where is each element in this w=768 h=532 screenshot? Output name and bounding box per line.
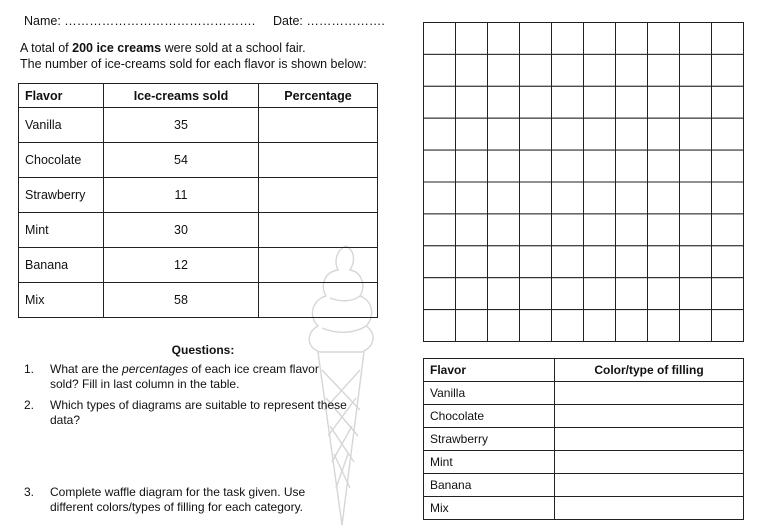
waffle-cell[interactable] — [712, 23, 744, 55]
percentage-cell[interactable] — [259, 248, 378, 283]
flavor-cell: Banana — [19, 248, 104, 283]
question-2-text: Which types of diagrams are suitable to represent these data? — [50, 398, 347, 427]
question-1 — [18, 362, 348, 392]
waffle-cell[interactable] — [520, 118, 552, 150]
question-1-text — [50, 362, 348, 392]
waffle-cell[interactable] — [584, 214, 616, 246]
waffle-cell[interactable] — [488, 310, 520, 342]
waffle-cell[interactable] — [552, 118, 584, 150]
waffle-cell[interactable] — [712, 310, 744, 342]
waffle-cell[interactable] — [648, 310, 680, 342]
waffle-cell[interactable] — [712, 182, 744, 214]
legend-flavor-cell: Chocolate — [424, 405, 555, 428]
sold-cell: 30 — [104, 213, 259, 248]
waffle-cell[interactable] — [648, 150, 680, 182]
legend-fill-cell[interactable] — [555, 451, 744, 474]
flavor-cell: Strawberry — [19, 178, 104, 213]
waffle-cell[interactable] — [648, 214, 680, 246]
waffle-cell[interactable] — [584, 246, 616, 278]
question-3 — [18, 485, 348, 521]
legend-fill-cell[interactable] — [555, 405, 744, 428]
question-2 — [18, 398, 348, 428]
intro-line-1-start: A total of — [20, 41, 73, 55]
waffle-cell[interactable] — [648, 182, 680, 214]
waffle-cell[interactable] — [552, 150, 584, 182]
waffle-cell[interactable] — [456, 118, 488, 150]
waffle-cell[interactable] — [488, 23, 520, 55]
question-1-end: of each ice cream flavor sold? Fill in last column in the table. — [50, 362, 319, 391]
table-row — [424, 474, 744, 497]
waffle-cell[interactable] — [616, 150, 648, 182]
waffle-cell[interactable] — [584, 278, 616, 310]
waffle-cell[interactable] — [616, 23, 648, 55]
question-3-text: Complete waffle diagram for the task given. Use different colors/types of filling for each category. — [50, 485, 306, 514]
flavor-cell: Vanilla — [19, 108, 104, 143]
waffle-cell[interactable] — [616, 86, 648, 118]
col-header-flavor: Flavor — [19, 84, 104, 108]
question-3-row — [18, 485, 348, 515]
table-row — [19, 213, 378, 248]
table-row — [19, 108, 378, 143]
waffle-cell[interactable] — [424, 54, 456, 86]
waffle-cell[interactable] — [616, 278, 648, 310]
question-1-start: What are the — [50, 362, 123, 376]
waffle-cell[interactable] — [680, 23, 712, 55]
table-row — [19, 283, 378, 318]
waffle-cell[interactable] — [680, 150, 712, 182]
sold-cell: 54 — [104, 143, 259, 178]
waffle-cell[interactable] — [456, 23, 488, 55]
date-field-label: Date: ………………. — [273, 14, 385, 28]
flavor-cell: Mint — [19, 213, 104, 248]
question-3-number: 3. — [24, 485, 35, 499]
waffle-cell[interactable] — [584, 86, 616, 118]
waffle-cell[interactable] — [680, 86, 712, 118]
waffle-cell[interactable] — [456, 246, 488, 278]
waffle-cell[interactable] — [424, 150, 456, 182]
percentage-cell[interactable] — [259, 143, 378, 178]
waffle-cell[interactable] — [552, 23, 584, 55]
waffle-cell[interactable] — [616, 118, 648, 150]
waffle-cell[interactable] — [456, 278, 488, 310]
legend-fill-cell[interactable] — [555, 382, 744, 405]
legend-flavor-cell: Banana — [424, 474, 555, 497]
legend-flavor-cell: Vanilla — [424, 382, 555, 405]
waffle-cell[interactable] — [520, 310, 552, 342]
legend-col-header-flavor: Flavor — [424, 359, 555, 382]
waffle-cell[interactable] — [680, 246, 712, 278]
waffle-cell[interactable] — [456, 54, 488, 86]
waffle-cell[interactable] — [648, 278, 680, 310]
waffle-cell[interactable] — [424, 214, 456, 246]
waffle-cell[interactable] — [456, 310, 488, 342]
legend-flavor-cell: Mint — [424, 451, 555, 474]
waffle-cell[interactable] — [488, 150, 520, 182]
legend-table — [423, 358, 744, 520]
waffle-cell[interactable] — [584, 54, 616, 86]
waffle-cell[interactable] — [712, 54, 744, 86]
waffle-cell[interactable] — [712, 86, 744, 118]
percentage-cell[interactable] — [259, 108, 378, 143]
waffle-cell[interactable] — [488, 214, 520, 246]
table-row — [424, 497, 744, 520]
waffle-cell[interactable] — [488, 182, 520, 214]
waffle-cell[interactable] — [680, 54, 712, 86]
waffle-cell[interactable] — [552, 278, 584, 310]
waffle-cell[interactable] — [488, 246, 520, 278]
waffle-cell[interactable] — [520, 150, 552, 182]
waffle-cell[interactable] — [712, 118, 744, 150]
waffle-cell[interactable] — [424, 23, 456, 55]
waffle-cell[interactable] — [616, 182, 648, 214]
waffle-cell[interactable] — [424, 278, 456, 310]
waffle-cell[interactable] — [616, 54, 648, 86]
waffle-cell[interactable] — [552, 214, 584, 246]
waffle-cell[interactable] — [424, 86, 456, 118]
waffle-cell[interactable] — [488, 118, 520, 150]
waffle-cell[interactable] — [584, 23, 616, 55]
waffle-cell[interactable] — [488, 86, 520, 118]
question-1-italic: percentages — [122, 362, 189, 376]
waffle-cell[interactable] — [680, 310, 712, 342]
waffle-cell[interactable] — [520, 23, 552, 55]
table-row — [424, 382, 744, 405]
waffle-grid[interactable] — [423, 22, 744, 342]
waffle-cell[interactable] — [520, 54, 552, 86]
questions-title: Questions: — [171, 343, 235, 357]
legend-fill-cell[interactable] — [555, 428, 744, 451]
legend-flavor-cell: Strawberry — [424, 428, 555, 451]
waffle-cell[interactable] — [648, 86, 680, 118]
sold-cell: 35 — [104, 108, 259, 143]
waffle-cell[interactable] — [712, 278, 744, 310]
waffle-cell[interactable] — [680, 182, 712, 214]
percentage-cell[interactable] — [259, 283, 378, 318]
waffle-cell[interactable] — [520, 278, 552, 310]
name-field-label: Name: ………………………………………. — [24, 14, 256, 28]
intro-text — [20, 40, 367, 72]
waffle-cell[interactable] — [456, 214, 488, 246]
waffle-cell[interactable] — [584, 118, 616, 150]
percentage-cell[interactable] — [259, 178, 378, 213]
legend-table-header-row — [424, 359, 744, 382]
sales-table — [18, 83, 378, 318]
waffle-cell[interactable] — [552, 246, 584, 278]
legend-fill-cell[interactable] — [555, 497, 744, 520]
waffle-cell[interactable] — [488, 278, 520, 310]
waffle-cell[interactable] — [488, 54, 520, 86]
waffle-cell[interactable] — [424, 246, 456, 278]
table-row — [19, 178, 378, 213]
table-row — [424, 428, 744, 451]
legend-flavor-cell: Mix — [424, 497, 555, 520]
waffle-cell[interactable] — [616, 214, 648, 246]
waffle-cell[interactable] — [424, 182, 456, 214]
waffle-cell[interactable] — [680, 214, 712, 246]
waffle-cell[interactable] — [552, 182, 584, 214]
waffle-cell[interactable] — [648, 118, 680, 150]
waffle-cell[interactable] — [520, 214, 552, 246]
waffle-cell[interactable] — [680, 278, 712, 310]
legend-col-header-fill: Color/type of filling — [555, 359, 744, 382]
waffle-cell[interactable] — [616, 246, 648, 278]
waffle-cell[interactable] — [520, 246, 552, 278]
waffle-cell[interactable] — [712, 246, 744, 278]
waffle-cell[interactable] — [552, 310, 584, 342]
sold-cell: 12 — [104, 248, 259, 283]
col-header-percentage: Percentage — [259, 84, 378, 108]
waffle-cell[interactable] — [648, 23, 680, 55]
intro-line-1 — [20, 40, 367, 56]
legend-fill-cell[interactable] — [555, 474, 744, 497]
percentage-cell[interactable] — [259, 213, 378, 248]
intro-total-bold: 200 ice creams — [72, 41, 162, 55]
waffle-cell[interactable] — [456, 182, 488, 214]
question-1-number: 1. — [24, 362, 35, 376]
waffle-cell[interactable] — [648, 246, 680, 278]
flavor-cell: Chocolate — [19, 143, 104, 178]
waffle-cell[interactable] — [520, 86, 552, 118]
table-row — [19, 248, 378, 283]
waffle-cell[interactable] — [424, 118, 456, 150]
col-header-sold: Ice-creams sold — [104, 84, 259, 108]
waffle-cell[interactable] — [456, 86, 488, 118]
table-row — [424, 451, 744, 474]
sold-cell: 58 — [104, 283, 259, 318]
waffle-cell[interactable] — [520, 182, 552, 214]
table-row — [424, 405, 744, 428]
sales-table-header-row — [19, 84, 378, 108]
waffle-cell[interactable] — [424, 310, 456, 342]
questions-section — [18, 343, 348, 434]
waffle-cell[interactable] — [712, 214, 744, 246]
intro-line-2: The number of ice-creams sold for each flavor is shown below: — [20, 57, 367, 71]
intro-line-1-end: were sold at a school fair. — [161, 41, 306, 55]
waffle-cell[interactable] — [648, 54, 680, 86]
table-row — [19, 143, 378, 178]
waffle-cell[interactable] — [680, 118, 712, 150]
waffle-cell[interactable] — [552, 86, 584, 118]
flavor-cell: Mix — [19, 283, 104, 318]
waffle-cell[interactable] — [616, 310, 648, 342]
waffle-cell[interactable] — [712, 150, 744, 182]
waffle-cell[interactable] — [552, 54, 584, 86]
waffle-cell[interactable] — [584, 150, 616, 182]
sold-cell: 11 — [104, 178, 259, 213]
waffle-cell[interactable] — [584, 310, 616, 342]
question-2-number: 2. — [24, 398, 35, 412]
waffle-cell[interactable] — [584, 182, 616, 214]
waffle-cell[interactable] — [456, 150, 488, 182]
